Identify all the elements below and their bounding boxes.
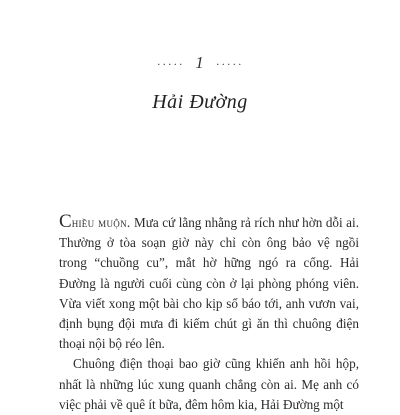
chapter-dots-right: ·····	[215, 57, 244, 71]
chapter-number: 1	[195, 53, 205, 72]
opening-smallcaps: hiều muộn.	[71, 215, 131, 230]
chapter-heading	[0, 53, 400, 73]
paragraph-1	[59, 212, 359, 354]
paragraph-1-text: Mưa cứ lằng nhằng rả rích như hờn dỗi ai. Thường ở tòa soạn giờ này chỉ còn ông bảo vệ ngồi trong “chuồng cu”, mắt hờ hững ngó ra cổng. Hải Đường là người cuối cùng còn ở lại phòng phóng viên. Vừa viết xong một bài cho kịp số báo tới, anh vươn vai, định bụng đội mưa đi kiếm chút gì ăn thì chuông điện thoại nội bộ réo lên.	[59, 215, 359, 352]
chapter-dots-left: ·····	[156, 57, 185, 71]
body-text	[59, 212, 359, 415]
drop-cap: C	[59, 211, 72, 232]
paragraph-2: Chuông điện thoại bao giờ cũng khiến anh hồi hộp, nhất là những lúc xung quanh chẳng còn ai. Mẹ anh có việc phải về quê ít bữa, đêm hôm kia, Hải Đường một	[59, 356, 359, 412]
chapter-title: Hải Đường	[152, 91, 248, 113]
